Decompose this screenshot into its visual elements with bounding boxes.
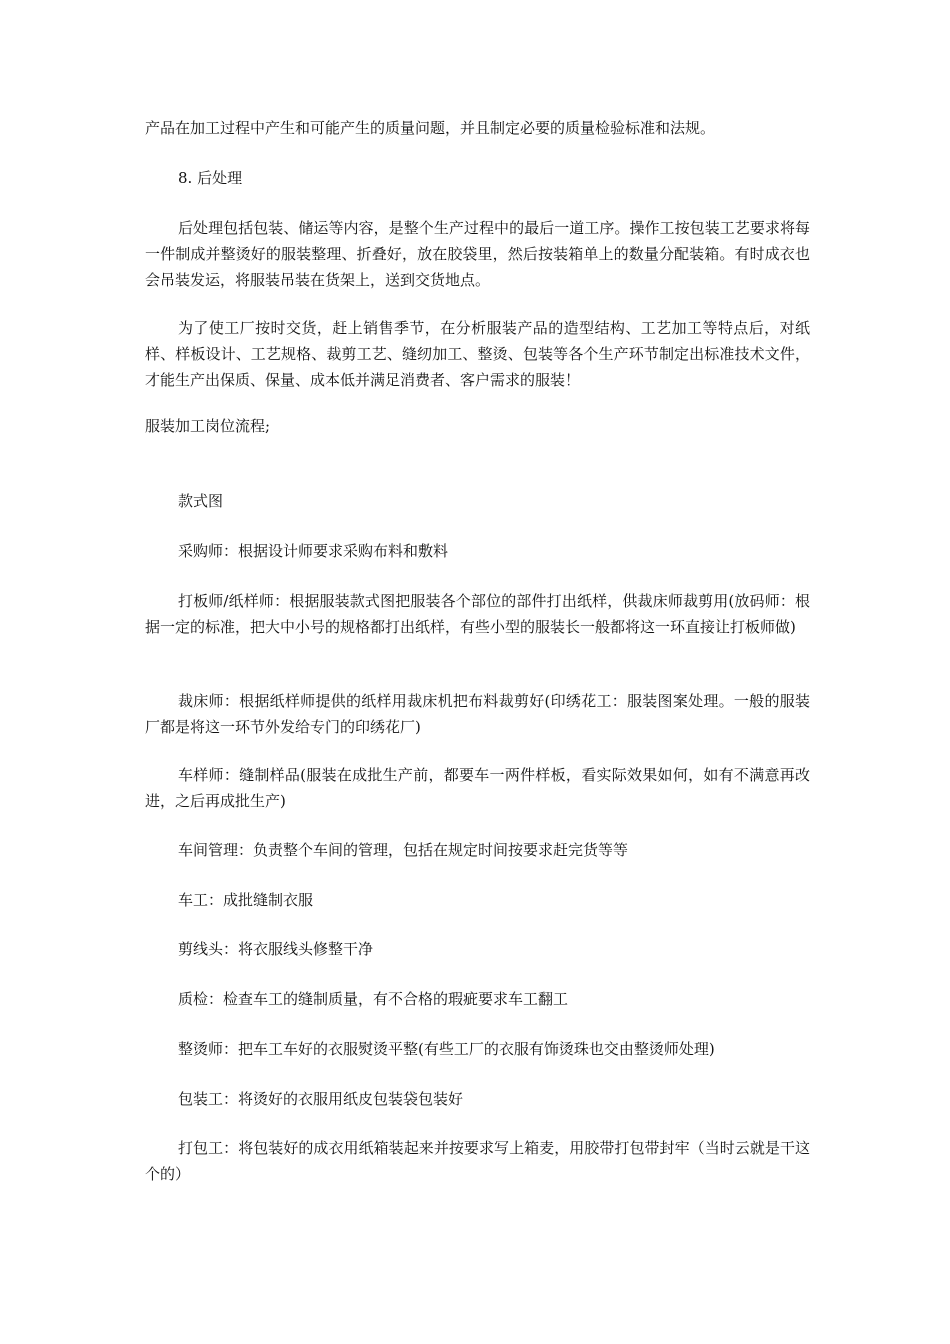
list-item-style-drawing: 款式图 [178,492,224,510]
list-item-boxer: 打包工：将包装好的成衣用纸箱装起来并按要求写上箱麦，用胶带打包带封牢（当时云就是干这个的） [145,1139,810,1183]
list-item-thread-trimmer: 剪线头：将衣服线头修整干净 [178,940,374,958]
section-heading-job-flow: 服装加工岗位流程; [145,417,271,435]
list-item-packer: 包装工：将烫好的衣服用纸皮包装袋包装好 [178,1090,464,1108]
paragraph-delivery-standards: 为了使工厂按时交货，赶上销售季节，在分析服装产品的造型结构、工艺加工等特点后，对纸样、样板设计、工艺规格、裁剪工艺、缝纫加工、整烫、包装等各个生产环节制定出标准技术文件，才能生产出保质、保量、成本低并满足消费者、客户需求的服装！ [145,319,810,389]
list-item-ironer: 整烫师：把车工车好的衣服熨烫平整(有些工厂的衣服有饰烫珠也交由整烫师处理) [178,1040,715,1058]
section-heading-post-processing: 8. 后处理 [178,169,243,187]
paragraph-quality-issues: 产品在加工过程中产生和可能产生的质量问题，并且制定必要的质量检验标准和法规。 [145,119,716,137]
list-item-cutter: 裁床师：根据纸样师提供的纸样用裁床机把布料裁剪好(印绣花工：服装图案处理。一般的服装厂都是将这一环节外发给专门的印绣花厂) [145,692,810,736]
list-item-workshop-management: 车间管理：负责整个车间的管理，包括在规定时间按要求赶完货等等 [178,841,629,859]
list-item-purchaser: 采购师：根据设计师要求采购布料和敷料 [178,542,449,560]
list-item-sewer: 车工：成批缝制衣服 [178,891,314,909]
list-item-quality-inspection: 质检：检查车工的缝制质量，有不合格的瑕疵要求车工翻工 [178,990,569,1008]
list-item-pattern-maker: 打板师/纸样师：根据服装款式图把服装各个部位的部件打出纸样，供裁床师裁剪用(放码师：根据一定的标准，把大中小号的规格都打出纸样，有些小型的服装长一般都将这一环直接让打板师做) [145,592,810,636]
list-item-sample-sewer: 车样师：缝制样品(服装在成批生产前，都要车一两件样板，看实际效果如何，如有不满意再改进，之后再成批生产) [145,766,810,810]
paragraph-post-processing: 后处理包括包装、储运等内容，是整个生产过程中的最后一道工序。操作工按包装工艺要求将每一件制成并整烫好的服装整理、折叠好，放在胶袋里，然后按装箱单上的数量分配装箱。有时成衣也会吊装发运，将服装吊装在货架上，送到交货地点。 [145,219,810,289]
